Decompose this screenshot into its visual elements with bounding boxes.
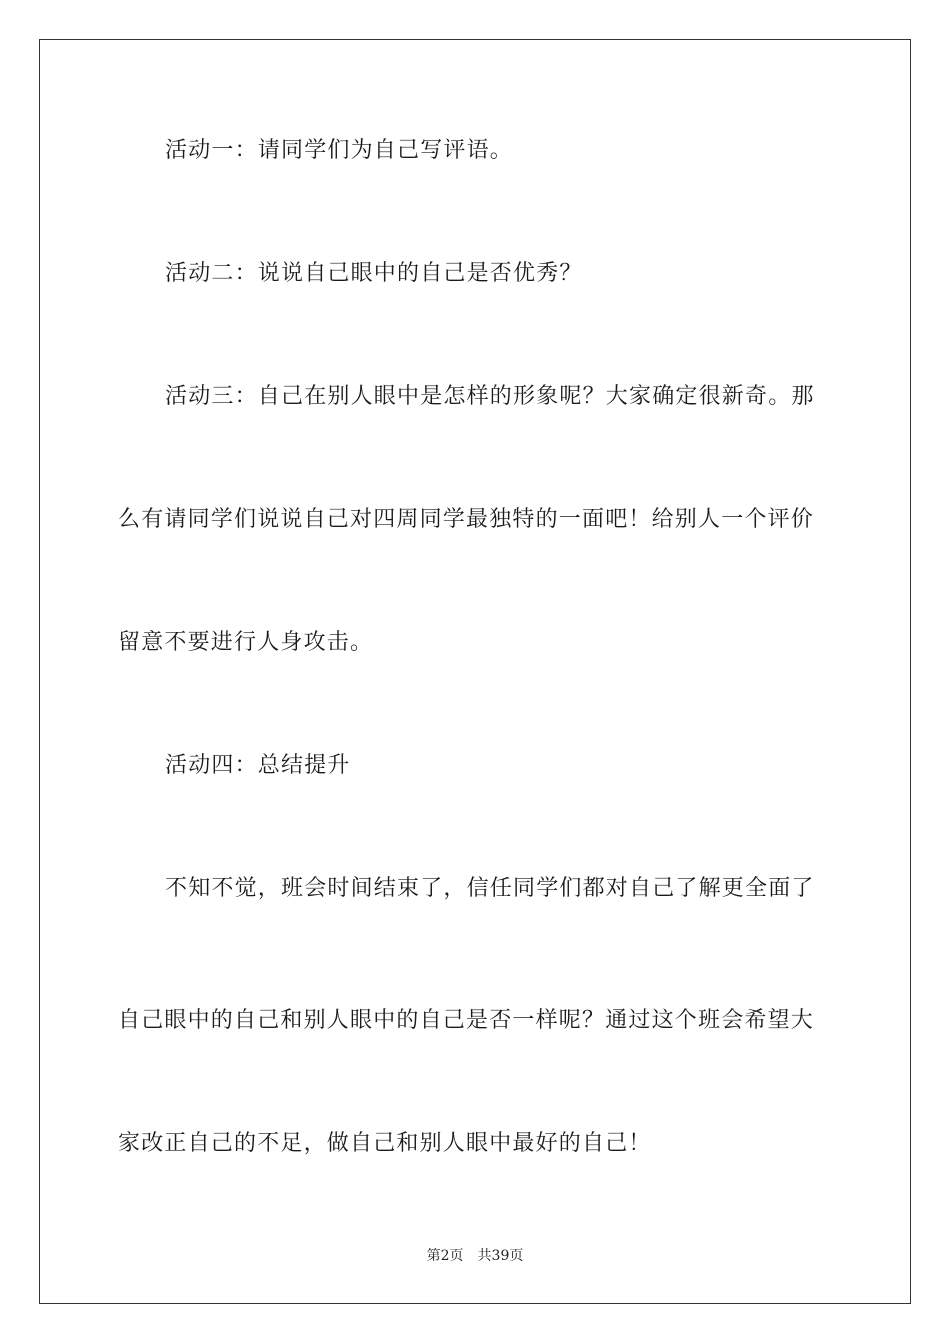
page-number-total: 共39页: [477, 1248, 524, 1264]
page-border: [39, 39, 911, 1304]
paragraph-line-1: 活动一：请同学们为自己写评语。: [165, 138, 514, 163]
paragraph-line-4: 么有请同学们说说自己对四周同学最独特的一面吧！给别人一个评价: [118, 507, 815, 532]
page-footer: [0, 1247, 950, 1265]
page-number-current: 第2页: [426, 1248, 464, 1264]
paragraph-line-3: 活动三：自己在别人眼中是怎样的形象呢？大家确定很新奇。那: [165, 384, 815, 409]
paragraph-line-5: 留意不要进行人身攻击。: [118, 630, 374, 655]
paragraph-line-7: 不知不觉，班会时间结束了，信任同学们都对自己了解更全面了: [165, 876, 815, 901]
paragraph-line-2: 活动二：说说自己眼中的自己是否优秀？: [165, 261, 583, 286]
paragraph-line-9: 家改正自己的不足，做自己和别人眼中最好的自己！: [118, 1131, 652, 1156]
paragraph-line-8: 自己眼中的自己和别人眼中的自己是否一样呢？通过这个班会希望大: [118, 1008, 815, 1033]
paragraph-line-6: 活动四：总结提升: [165, 753, 351, 778]
